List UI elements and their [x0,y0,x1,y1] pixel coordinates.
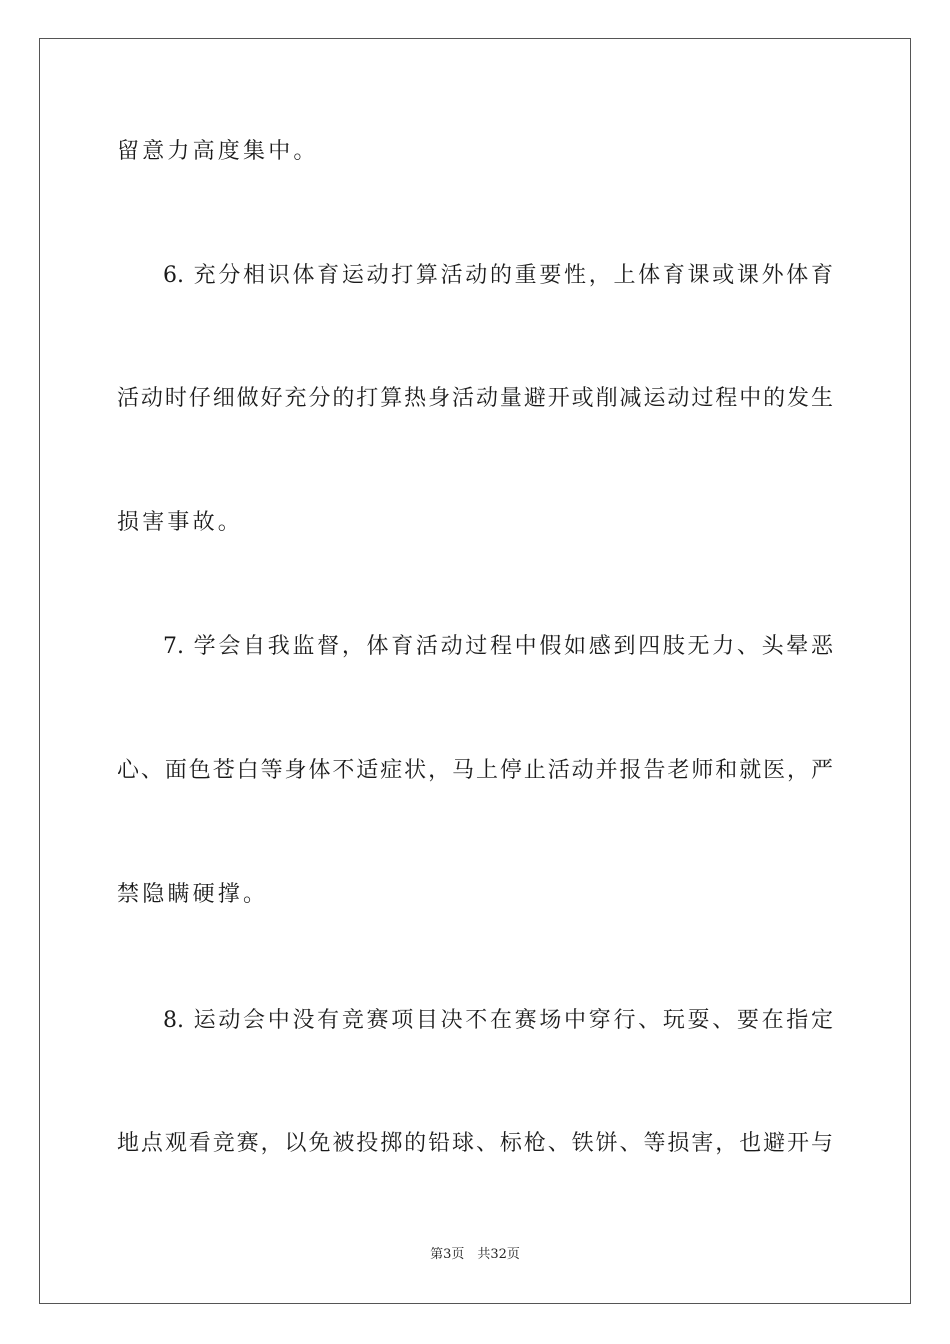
page-number-footer: 第3页 共32页 [430,1247,520,1262]
item-7-line-3: 禁隐瞒硬撑。 [117,882,269,907]
item-7-line-2: 心、面色苍白等身体不适症状，马上停止活动并报告老师和就医，严 [117,758,833,783]
item-6-line-2: 活动时仔细做好充分的打算热身活动量避开或削减运动过程中的发生 [117,386,833,411]
item-7-line-1: 7. 学会自我监督，体育活动过程中假如感到四肢无力、头晕恶 [163,634,833,659]
item-8-line-2: 地点观看竞赛，以免被投掷的铅球、标枪、铁饼、等损害，也避开与 [117,1131,833,1156]
item-8-line-1: 8. 运动会中没有竞赛项目决不在赛场中穿行、玩耍、要在指定 [163,1008,833,1033]
page-border [39,38,911,1304]
item-6-line-3: 损害事故。 [117,510,244,535]
body-line-1: 留意力高度集中。 [117,139,319,164]
item-6-line-1: 6. 充分相识体育运动打算活动的重要性，上体育课或课外体育 [163,263,833,288]
